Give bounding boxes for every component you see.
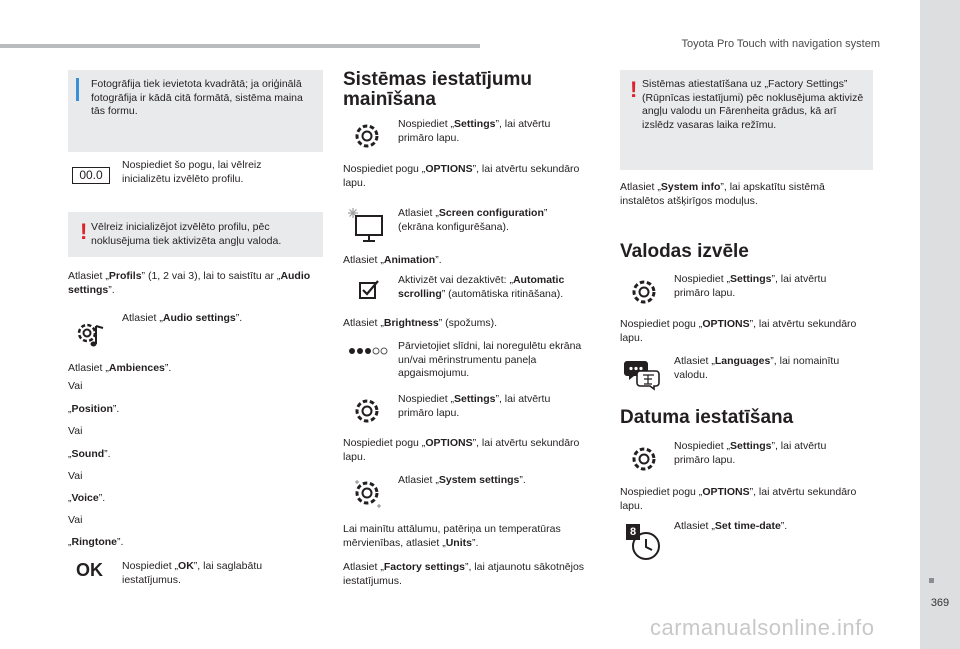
- warning-icon: !: [630, 77, 638, 102]
- section-title-date: Datuma iestatīšana: [620, 407, 794, 428]
- checkbox-icon: [358, 278, 380, 300]
- settings-instruction: Nospiediet „Settings”, lai atvērtu primāro lapu.: [674, 273, 827, 299]
- page-side-tab: [920, 0, 960, 649]
- settings-gear-icon: [353, 122, 381, 150]
- set-time-date-instruction: Atlasiet „Set time-date”.: [674, 520, 788, 532]
- time-date-badge: 8: [626, 524, 640, 540]
- sound-option: „Sound”.: [68, 448, 111, 460]
- audio-settings-instruction: Atlasiet „Audio settings”.: [122, 312, 243, 324]
- options-instruction: Nospiediet pogu „OPTIONS”, lai atvērtu sekundāro lapu.: [620, 318, 857, 344]
- profiles-instruction: Atlasiet „Profils” (1, 2 vai 3), lai to saistītu ar „Audio settings”.: [68, 270, 311, 296]
- voice-option: „Voice”.: [68, 492, 106, 504]
- ringtone-option: „Ringtone”.: [68, 536, 124, 548]
- info-note-text: Fotogrāfija tiek ievietota kvadrātā; ja oriģinālā fotogrāfija ir kādā citā formātā, sistēma maina tās formu.: [91, 78, 303, 117]
- section-title-language: Valodas izvēle: [620, 241, 749, 262]
- factory-settings-instruction: Atlasiet „Factory settings”, lai atjaunotu sākotnējos iestatījumus.: [343, 561, 585, 587]
- or-text: Vai: [68, 425, 83, 437]
- brightness-slider-icon: [348, 346, 388, 356]
- screen-configuration-instruction: Atlasiet „Screen configuration” (ekrāna konfigurēšana).: [398, 207, 548, 233]
- running-header: Toyota Pro Touch with navigation system: [681, 38, 880, 50]
- clock-icon: [630, 530, 662, 562]
- warning-icon: !: [80, 219, 88, 244]
- options-instruction: Nospiediet pogu „OPTIONS”, lai atvērtu sekundāro lapu.: [343, 437, 580, 463]
- page-number: 369: [930, 597, 950, 609]
- continuation-marker: [929, 578, 934, 583]
- system-settings-instruction: Atlasiet „System settings”.: [398, 474, 526, 486]
- header-rule: [0, 44, 480, 48]
- system-settings-icon: [352, 478, 382, 508]
- ambiences-instruction: Atlasiet „Ambiences”.: [68, 362, 172, 374]
- ok-instruction: Nospiediet „OK”, lai saglabātu iestatījumus.: [122, 560, 263, 586]
- settings-gear-icon: [630, 278, 658, 306]
- settings-instruction: Nospiediet „Settings”, lai atvērtu primāro lapu.: [674, 440, 827, 466]
- animation-instruction: Atlasiet „Animation”.: [343, 254, 442, 266]
- reset-instruction: Nospiediet šo pogu, lai vēlreiz inicializētu izvēlēto profilu.: [122, 159, 262, 185]
- languages-icon: [624, 359, 660, 389]
- info-note-photo: [68, 70, 323, 152]
- warning-note-text: Sistēmas atiestatīšana uz „Factory Settings” (Rūpnīcas iestatījumi) pēc noklusējuma aktivizē angļu valodu un Fārenheita grādus, kā arī izslēdz vasaras laika režīmu.: [642, 78, 864, 131]
- watermark: carmanualsonline.info: [650, 615, 875, 640]
- position-option: „Position”.: [68, 403, 120, 415]
- warning-note-text: Vēlreiz inicializējot izvēlēto profilu, pēc noklusējuma tiek aktivizēta angļu valoda.: [91, 221, 282, 247]
- system-info-instruction: Atlasiet „System info”, lai apskatītu sistēmā instalētos atšķirīgos moduļus.: [620, 181, 825, 207]
- settings-instruction: Nospiediet „Settings”, lai atvērtu primāro lapu.: [398, 118, 551, 144]
- options-instruction: Nospiediet pogu „OPTIONS”, lai atvērtu sekundāro lapu.: [620, 486, 857, 512]
- settings-instruction: Nospiediet „Settings”, lai atvērtu primāro lapu.: [398, 393, 551, 419]
- audio-settings-icon: [74, 318, 106, 350]
- reset-icon: 00.0: [72, 167, 110, 184]
- section-title-system-settings: Sistēmas iestatījumu mainīšana: [343, 69, 533, 110]
- languages-instruction: Atlasiet „Languages”, lai nomainītu valodu.: [674, 355, 840, 381]
- ok-icon: OK: [76, 560, 103, 580]
- slider-instruction: Pārvietojiet slīdni, lai noregulētu ekrāna un/vai mērinstrumentu paneļa apgaismojumu.: [398, 340, 582, 379]
- settings-gear-icon: [353, 397, 381, 425]
- or-text: Vai: [68, 470, 83, 482]
- warning-note-factory: [620, 70, 873, 170]
- screen-configuration-icon: [348, 208, 386, 244]
- warning-note-profile: [68, 212, 323, 257]
- options-instruction: Nospiediet pogu „OPTIONS”, lai atvērtu sekundāro lapu.: [343, 163, 580, 189]
- or-text: Vai: [68, 514, 83, 526]
- brightness-instruction: Atlasiet „Brightness” (spožums).: [343, 317, 498, 329]
- info-icon: [73, 79, 83, 101]
- or-text: Vai: [68, 380, 83, 392]
- automatic-scrolling-instruction: Aktivizēt vai dezaktivēt: „Automatic scrolling” (automātiska ritināšana).: [398, 274, 565, 300]
- units-instruction: Lai mainītu attālumu, patēriņa un temperatūras mērvienības, atlasiet „Units”.: [343, 523, 561, 549]
- settings-gear-icon: [630, 445, 658, 473]
